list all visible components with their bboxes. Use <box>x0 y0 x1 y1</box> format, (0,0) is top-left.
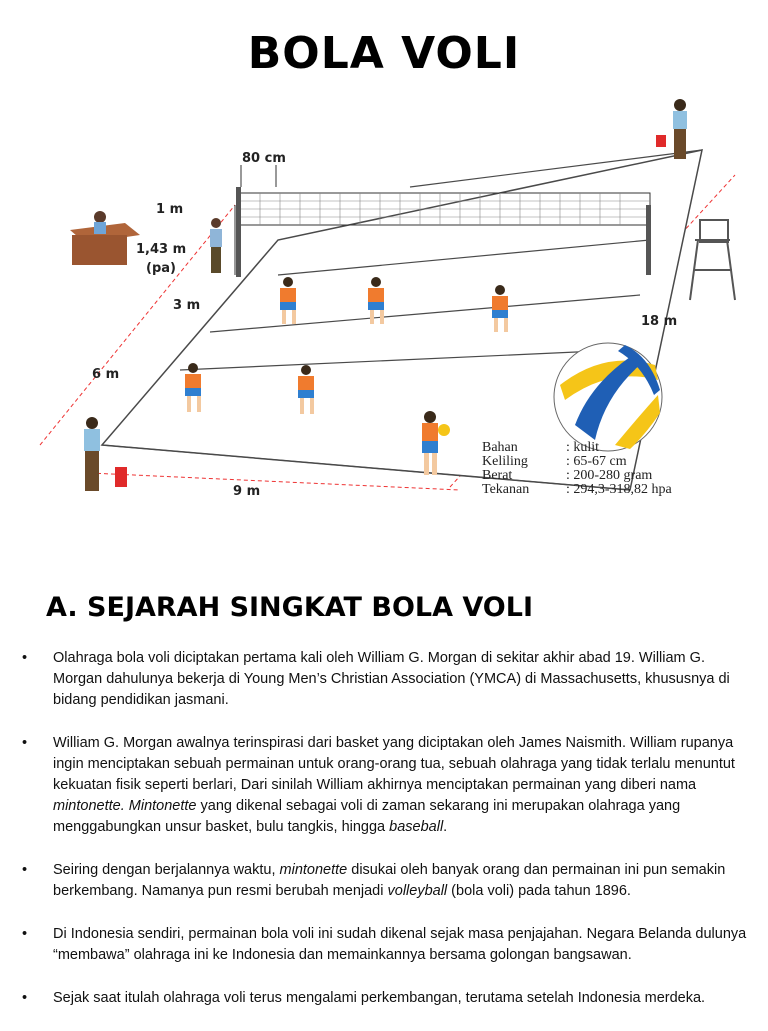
bullet-text <box>53 860 758 902</box>
bullet-item <box>18 860 758 902</box>
text-segment: disukai oleh banyak orang dan permainan ini pun semakin berkembang. Namanya pun resmi berubah menjadi <box>53 862 726 899</box>
spec-key: Bahan <box>482 440 518 455</box>
spec-value: : 200-280 gram <box>566 468 653 483</box>
spec-value: : 65-67 cm <box>566 454 627 469</box>
line-judge-icon <box>210 218 222 273</box>
text-segment: yang dikenal sebagai voli di zaman sekarang ini merupakan olahraga yang menggabungkan unsur basket, bulu tangkis, hingga <box>53 798 681 835</box>
bullet-dot: • <box>22 926 28 942</box>
italic-term: Mintonette <box>128 798 197 814</box>
text-segment: . <box>443 819 448 835</box>
spec-key: Keliling <box>482 454 528 469</box>
spec-value: : 294,3-318,82 hpa <box>566 482 672 497</box>
italic-term: mintonette <box>279 862 348 878</box>
label-free-zone: 6 m <box>92 367 120 382</box>
bullet-item <box>18 924 758 966</box>
spec-row <box>482 455 672 469</box>
section-title: A. SEJARAH SINGKAT BOLA VOLI <box>46 592 534 623</box>
label-net-height-2b: (pa) <box>146 261 176 276</box>
referee-icon <box>656 99 687 159</box>
bullet-text <box>53 988 758 1009</box>
text-segment: Seiring dengan berjalannya waktu, <box>53 862 280 878</box>
label-court-width: 9 m <box>233 484 261 499</box>
label-net-width: 80 cm <box>242 151 286 166</box>
text-segment: Di Indonesia sendiri, permainan bola voli ini sudah dikenal sejak masa penjajahan. Negara Belanda dulunya “membawa” olahraga ini ke Indonesia dan memainkannya bersama golongan bangsawan. <box>53 926 747 963</box>
bullet-text <box>53 924 758 966</box>
bullet-text <box>53 648 758 711</box>
spec-value: : kulit <box>566 440 600 455</box>
label-court-length: 18 m <box>641 314 678 329</box>
bullet-dot: • <box>22 990 28 1006</box>
umpire-chair-icon <box>690 220 735 300</box>
bullet-item <box>18 648 758 711</box>
text-segment: (bola voli) pada tahun 1896. <box>447 883 631 899</box>
bullet-item <box>18 733 758 838</box>
italic-term: mintonette. <box>53 798 125 814</box>
spec-row <box>482 483 672 497</box>
spec-key: Berat <box>482 468 513 483</box>
bullet-list <box>18 648 758 1031</box>
bullet-text <box>53 733 758 838</box>
scorer-table-icon <box>70 211 140 265</box>
ball-spec-table <box>482 441 672 497</box>
italic-term: volleyball <box>387 883 448 899</box>
spec-key: Tekanan <box>482 482 530 497</box>
label-net-height-1: 1 m <box>156 202 184 217</box>
bullet-dot: • <box>22 862 28 878</box>
bullet-item <box>18 988 758 1009</box>
bullet-dot: • <box>22 650 28 666</box>
label-attack-zone: 3 m <box>173 298 201 313</box>
volleyball-icon <box>554 343 662 451</box>
text-segment: Olahraga bola voli diciptakan pertama kali oleh William G. Morgan di sekitar akhir abad 19. William G. Morgan dahulunya bekerja di Young Men’s Christian Association (YMCA) di Massachusetts, khususnya di bidang pendidikan jasmani. <box>53 650 730 708</box>
bullet-dot: • <box>22 735 28 751</box>
page-title: BOLA VOLI <box>247 28 521 79</box>
spec-row <box>482 441 672 455</box>
text-segment: Sejak saat itulah olahraga voli terus mengalami perkembangan, terutama setelah Indonesia merdeka. <box>53 990 706 1006</box>
italic-term: baseball <box>389 819 444 835</box>
label-net-height-2: 1,43 m <box>136 242 187 257</box>
spec-row <box>482 469 672 483</box>
text-segment: William G. Morgan awalnya terinspirasi dari basket yang diciptakan oleh James Naismith. William rupanya ingin menciptakan sebuah permainan untuk orang-orang tua, sebuah olahraga yang tidak terlalu menuntut kekuatan fisik seperti berlari, Dari sinilah William akhirnya menciptakan permainan yang diberi nama <box>53 735 735 793</box>
